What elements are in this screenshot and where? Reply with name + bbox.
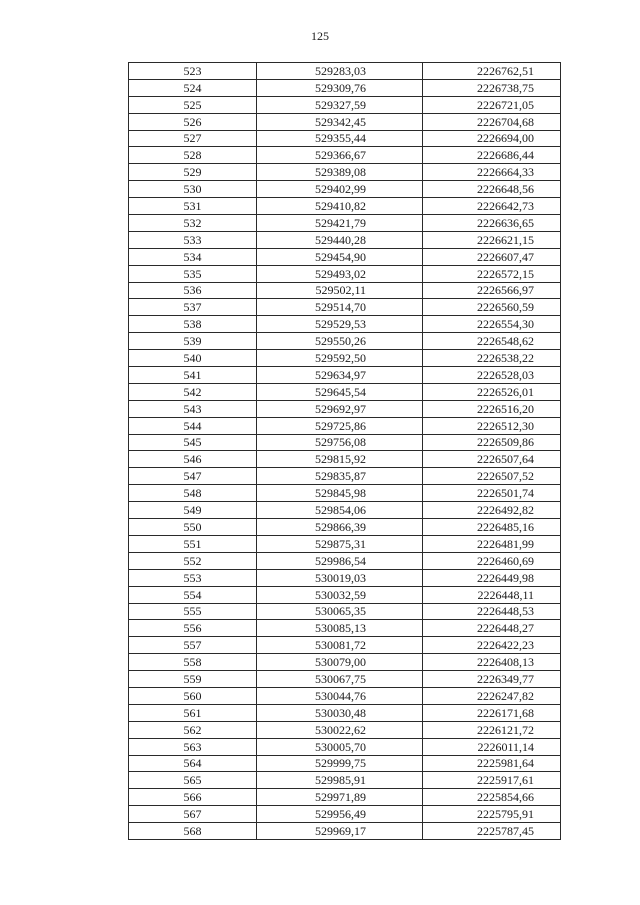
x-coordinate-cell: 529875,31	[257, 535, 423, 552]
x-coordinate-cell: 529514,70	[257, 299, 423, 316]
point-number-cell: 532	[129, 215, 257, 232]
point-number-cell: 531	[129, 198, 257, 215]
y-coordinate-cell: 2226664,33	[423, 164, 561, 181]
point-number-cell: 561	[129, 704, 257, 721]
y-coordinate-cell: 2226121,72	[423, 721, 561, 738]
table-row	[129, 198, 561, 215]
point-number-cell: 527	[129, 130, 257, 147]
table-row	[129, 569, 561, 586]
y-coordinate-cell: 2226448,53	[423, 603, 561, 620]
x-coordinate-cell: 529550,26	[257, 333, 423, 350]
x-coordinate-cell: 530019,03	[257, 569, 423, 586]
y-coordinate-cell: 2226538,22	[423, 350, 561, 367]
y-coordinate-cell: 2226516,20	[423, 400, 561, 417]
x-coordinate-cell: 529692,97	[257, 400, 423, 417]
point-number-cell: 562	[129, 721, 257, 738]
point-number-cell: 547	[129, 468, 257, 485]
y-coordinate-cell: 2226011,14	[423, 738, 561, 755]
x-coordinate-cell: 529421,79	[257, 215, 423, 232]
y-coordinate-cell: 2226448,27	[423, 620, 561, 637]
y-coordinate-cell: 2226507,64	[423, 451, 561, 468]
table-row	[129, 417, 561, 434]
y-coordinate-cell: 2226704,68	[423, 113, 561, 130]
table-row	[129, 299, 561, 316]
x-coordinate-cell: 529402,99	[257, 181, 423, 198]
y-coordinate-cell: 2226621,15	[423, 231, 561, 248]
x-coordinate-cell: 529999,75	[257, 755, 423, 772]
point-number-cell: 553	[129, 569, 257, 586]
point-number-cell: 548	[129, 485, 257, 502]
x-coordinate-cell: 529854,06	[257, 502, 423, 519]
y-coordinate-cell: 2226560,59	[423, 299, 561, 316]
x-coordinate-cell: 529835,87	[257, 468, 423, 485]
coordinates-table-body	[129, 63, 561, 840]
y-coordinate-cell: 2225795,91	[423, 806, 561, 823]
x-coordinate-cell: 530022,62	[257, 721, 423, 738]
point-number-cell: 565	[129, 772, 257, 789]
point-number-cell: 551	[129, 535, 257, 552]
y-coordinate-cell: 2225981,64	[423, 755, 561, 772]
point-number-cell: 530	[129, 181, 257, 198]
point-number-cell: 566	[129, 789, 257, 806]
point-number-cell: 528	[129, 147, 257, 164]
table-row	[129, 96, 561, 113]
x-coordinate-cell: 529309,76	[257, 79, 423, 96]
y-coordinate-cell: 2226762,51	[423, 63, 561, 80]
point-number-cell: 535	[129, 265, 257, 282]
y-coordinate-cell: 2226247,82	[423, 687, 561, 704]
table-row	[129, 63, 561, 80]
x-coordinate-cell: 529634,97	[257, 367, 423, 384]
x-coordinate-cell: 529866,39	[257, 519, 423, 536]
y-coordinate-cell: 2226171,68	[423, 704, 561, 721]
table-row	[129, 164, 561, 181]
x-coordinate-cell: 529327,59	[257, 96, 423, 113]
table-row	[129, 265, 561, 282]
y-coordinate-cell: 2226509,86	[423, 434, 561, 451]
y-coordinate-cell: 2226738,75	[423, 79, 561, 96]
point-number-cell: 538	[129, 316, 257, 333]
point-number-cell: 523	[129, 63, 257, 80]
table-row	[129, 535, 561, 552]
x-coordinate-cell: 529283,03	[257, 63, 423, 80]
y-coordinate-cell: 2226449,98	[423, 569, 561, 586]
table-row	[129, 519, 561, 536]
x-coordinate-cell: 529985,91	[257, 772, 423, 789]
y-coordinate-cell: 2226507,52	[423, 468, 561, 485]
y-coordinate-cell: 2226554,30	[423, 316, 561, 333]
x-coordinate-cell: 529645,54	[257, 383, 423, 400]
table-row	[129, 282, 561, 299]
table-row	[129, 468, 561, 485]
point-number-cell: 542	[129, 383, 257, 400]
x-coordinate-cell: 530005,70	[257, 738, 423, 755]
y-coordinate-cell: 2226694,00	[423, 130, 561, 147]
y-coordinate-cell: 2226686,44	[423, 147, 561, 164]
y-coordinate-cell: 2226408,13	[423, 654, 561, 671]
point-number-cell: 564	[129, 755, 257, 772]
point-number-cell: 544	[129, 417, 257, 434]
table-row	[129, 451, 561, 468]
table-row	[129, 586, 561, 603]
x-coordinate-cell: 530079,00	[257, 654, 423, 671]
table-row	[129, 823, 561, 840]
x-coordinate-cell: 529592,50	[257, 350, 423, 367]
point-number-cell: 556	[129, 620, 257, 637]
point-number-cell: 560	[129, 687, 257, 704]
y-coordinate-cell: 2226566,97	[423, 282, 561, 299]
point-number-cell: 559	[129, 671, 257, 688]
x-coordinate-cell: 529454,90	[257, 248, 423, 265]
point-number-cell: 557	[129, 637, 257, 654]
y-coordinate-cell: 2226512,30	[423, 417, 561, 434]
x-coordinate-cell: 529725,86	[257, 417, 423, 434]
point-number-cell: 546	[129, 451, 257, 468]
point-number-cell: 545	[129, 434, 257, 451]
y-coordinate-cell: 2226501,74	[423, 485, 561, 502]
x-coordinate-cell: 529529,53	[257, 316, 423, 333]
y-coordinate-cell: 2226526,01	[423, 383, 561, 400]
table-row	[129, 671, 561, 688]
table-row	[129, 789, 561, 806]
point-number-cell: 554	[129, 586, 257, 603]
x-coordinate-cell: 529756,08	[257, 434, 423, 451]
x-coordinate-cell: 529845,98	[257, 485, 423, 502]
table-row	[129, 654, 561, 671]
y-coordinate-cell: 2226492,82	[423, 502, 561, 519]
point-number-cell: 529	[129, 164, 257, 181]
table-row	[129, 316, 561, 333]
table-row	[129, 113, 561, 130]
table-row	[129, 130, 561, 147]
x-coordinate-cell: 530067,75	[257, 671, 423, 688]
x-coordinate-cell: 530044,76	[257, 687, 423, 704]
point-number-cell: 526	[129, 113, 257, 130]
y-coordinate-cell: 2226548,62	[423, 333, 561, 350]
point-number-cell: 543	[129, 400, 257, 417]
point-number-cell: 537	[129, 299, 257, 316]
table-row	[129, 620, 561, 637]
point-number-cell: 533	[129, 231, 257, 248]
y-coordinate-cell: 2226721,05	[423, 96, 561, 113]
table-row	[129, 738, 561, 755]
point-number-cell: 540	[129, 350, 257, 367]
table-row	[129, 755, 561, 772]
point-number-cell: 567	[129, 806, 257, 823]
x-coordinate-cell: 529971,89	[257, 789, 423, 806]
x-coordinate-cell: 529366,67	[257, 147, 423, 164]
table-row	[129, 502, 561, 519]
x-coordinate-cell: 529410,82	[257, 198, 423, 215]
point-number-cell: 558	[129, 654, 257, 671]
x-coordinate-cell: 530081,72	[257, 637, 423, 654]
x-coordinate-cell: 529389,08	[257, 164, 423, 181]
point-number-cell: 536	[129, 282, 257, 299]
y-coordinate-cell: 2225917,61	[423, 772, 561, 789]
table-row	[129, 231, 561, 248]
x-coordinate-cell: 530030,48	[257, 704, 423, 721]
point-number-cell: 541	[129, 367, 257, 384]
table-row	[129, 485, 561, 502]
table-row	[129, 350, 561, 367]
y-coordinate-cell: 2225787,45	[423, 823, 561, 840]
point-number-cell: 539	[129, 333, 257, 350]
point-number-cell: 525	[129, 96, 257, 113]
point-number-cell: 563	[129, 738, 257, 755]
x-coordinate-cell: 529986,54	[257, 552, 423, 569]
table-row	[129, 637, 561, 654]
point-number-cell: 550	[129, 519, 257, 536]
y-coordinate-cell: 2226349,77	[423, 671, 561, 688]
table-row	[129, 147, 561, 164]
point-number-cell: 549	[129, 502, 257, 519]
table-row	[129, 215, 561, 232]
table-row	[129, 603, 561, 620]
point-number-cell: 568	[129, 823, 257, 840]
y-coordinate-cell: 2226485,16	[423, 519, 561, 536]
point-number-cell: 555	[129, 603, 257, 620]
y-coordinate-cell: 2226642,73	[423, 198, 561, 215]
table-row	[129, 400, 561, 417]
table-row	[129, 772, 561, 789]
table-row	[129, 552, 561, 569]
x-coordinate-cell: 529493,02	[257, 265, 423, 282]
y-coordinate-cell: 2226448,11	[423, 586, 561, 603]
table-row	[129, 704, 561, 721]
table-row	[129, 248, 561, 265]
x-coordinate-cell: 529342,45	[257, 113, 423, 130]
y-coordinate-cell: 2226460,69	[423, 552, 561, 569]
x-coordinate-cell: 529440,28	[257, 231, 423, 248]
y-coordinate-cell: 2226528,03	[423, 367, 561, 384]
x-coordinate-cell: 529956,49	[257, 806, 423, 823]
table-row	[129, 333, 561, 350]
y-coordinate-cell: 2226572,15	[423, 265, 561, 282]
page-number: 125	[311, 29, 329, 43]
y-coordinate-cell: 2226481,99	[423, 535, 561, 552]
point-number-cell: 534	[129, 248, 257, 265]
table-row	[129, 367, 561, 384]
y-coordinate-cell: 2226422,23	[423, 637, 561, 654]
y-coordinate-cell: 2226648,56	[423, 181, 561, 198]
table-row	[129, 687, 561, 704]
table-row	[129, 721, 561, 738]
x-coordinate-cell: 530065,35	[257, 603, 423, 620]
x-coordinate-cell: 529969,17	[257, 823, 423, 840]
y-coordinate-cell: 2226607,47	[423, 248, 561, 265]
table-row	[129, 79, 561, 96]
point-number-cell: 552	[129, 552, 257, 569]
table-row	[129, 434, 561, 451]
x-coordinate-cell: 529355,44	[257, 130, 423, 147]
coordinates-table	[128, 62, 561, 840]
x-coordinate-cell: 529502,11	[257, 282, 423, 299]
y-coordinate-cell: 2225854,66	[423, 789, 561, 806]
table-row	[129, 383, 561, 400]
x-coordinate-cell: 530032,59	[257, 586, 423, 603]
table-row	[129, 181, 561, 198]
y-coordinate-cell: 2226636,65	[423, 215, 561, 232]
table-row	[129, 806, 561, 823]
x-coordinate-cell: 530085,13	[257, 620, 423, 637]
point-number-cell: 524	[129, 79, 257, 96]
x-coordinate-cell: 529815,92	[257, 451, 423, 468]
